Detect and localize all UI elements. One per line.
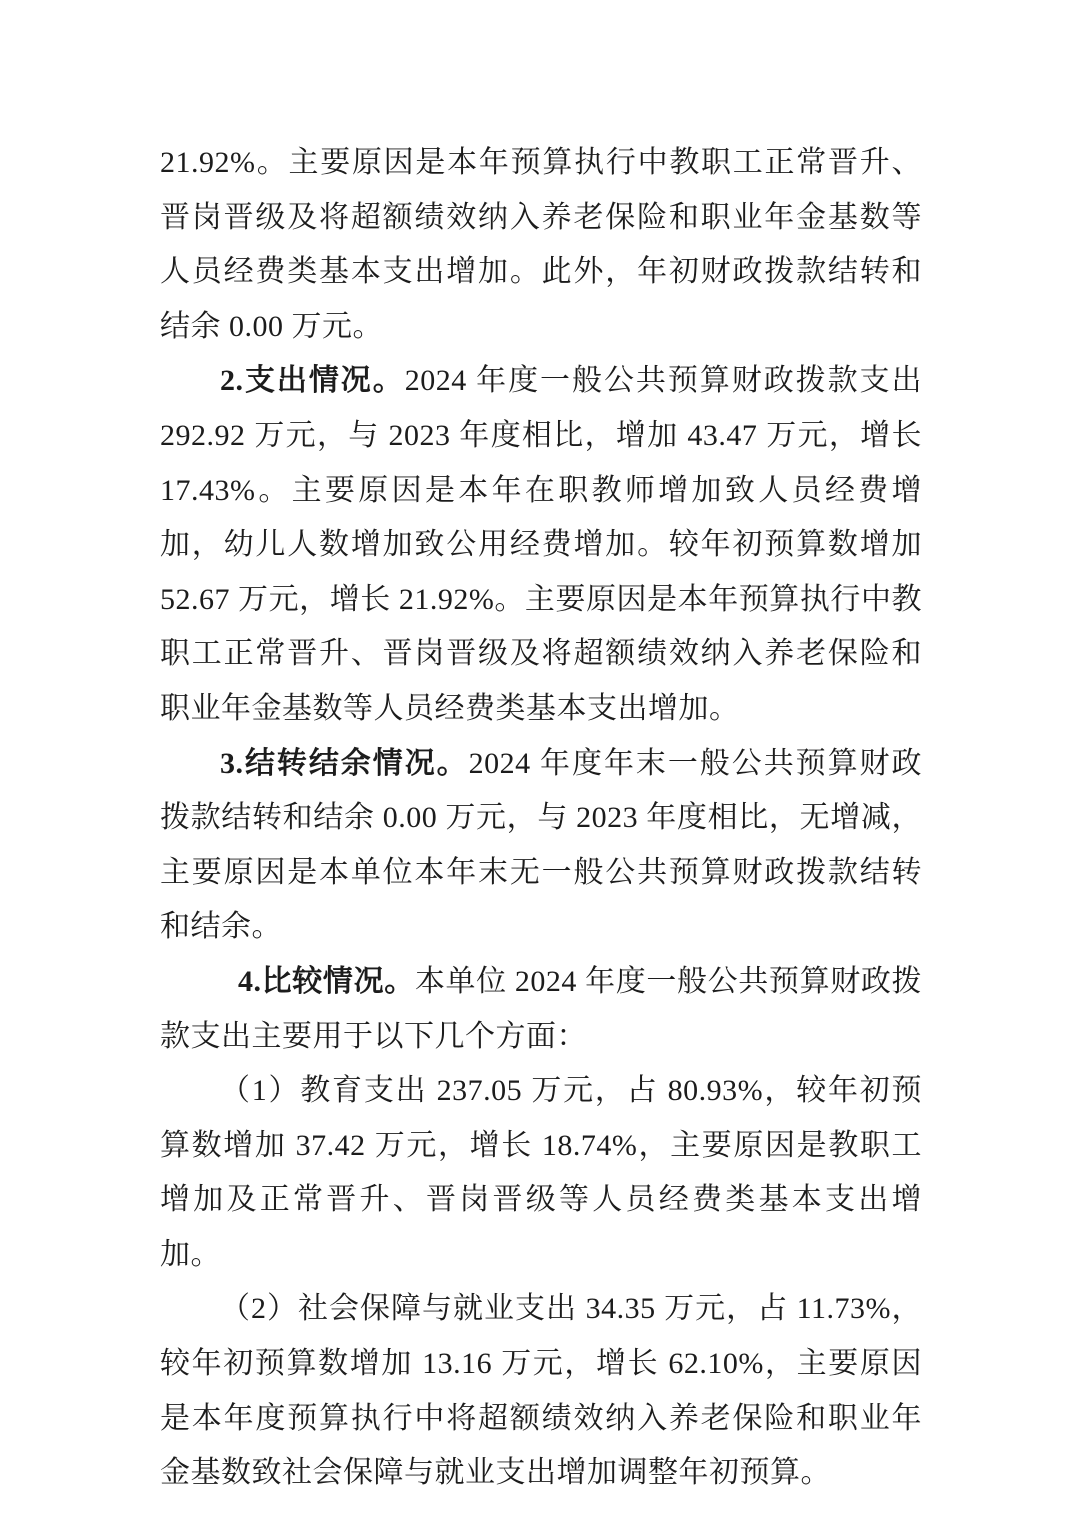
text-run: 2024 年度年末一般公共预算财政拨款结转和结余 0.00 万元，与 2023 年度相比，无增减，主要原因是本单位本年末无一般公共预算财政拨款结转和结余。	[160, 746, 923, 944]
paragraph-p4-comparison	[160, 955, 922, 1064]
text-run: （1）教育支出 237.05 万元，占 80.93%，较年初预算数增加 37.42 万元，增长 18.74%，主要原因是教职工增加及正常晋升、晋岗晋级等人员经费类基本支出增加。	[160, 1074, 922, 1271]
text-run: 21.92%。主要原因是本年预算执行中教职工正常晋升、晋岗晋级及将超额绩效纳入养老保险和职业年金基数等人员经费类基本支出增加。此外，年初财政拨款结转和结余 0.00 万元。	[160, 146, 922, 343]
section-heading-run: 4.比较情况。	[238, 964, 415, 998]
paragraph-p6-social-security-expenditure	[160, 1282, 922, 1500]
section-heading-run: 3.结转结余情况。	[220, 746, 469, 780]
section-heading-run: 2.支出情况。	[220, 364, 405, 398]
paragraph-p1-continuation	[160, 136, 922, 354]
paragraph-p2-expenditure	[160, 354, 922, 736]
text-run: （2）社会保障与就业支出 34.35 万元，占 11.73%，较年初预算数增加 13.16 万元，增长 62.10%，主要原因是本年度预算执行中将超额绩效纳入养老保险和职业年金基数致社会保障与就业支出增加调整年初预算。	[160, 1292, 922, 1490]
paragraph-p3-carryover-balance	[160, 737, 922, 955]
document-body	[160, 136, 922, 1501]
text-run: 本单位 2024 年度一般公共预算财政拨款支出主要用于以下几个方面：	[160, 964, 923, 1053]
paragraph-p5-education-expenditure	[160, 1064, 922, 1282]
text-run: 2024 年度一般公共预算财政拨款支出 292.92 万元，与 2023 年度相比，增加 43.47 万元，增长 17.43%。主要原因是本年在职教师增加致人员经费增加，幼儿人数增加致公用经费增加。较年初预算数增加 52.67 万元，增长 21.92%。主要原因是本年预算执行中教职工正常晋升、晋岗晋级及将超额绩效纳入养老保险和职业年金基数等人员经费类基本支出增加。	[160, 364, 923, 725]
